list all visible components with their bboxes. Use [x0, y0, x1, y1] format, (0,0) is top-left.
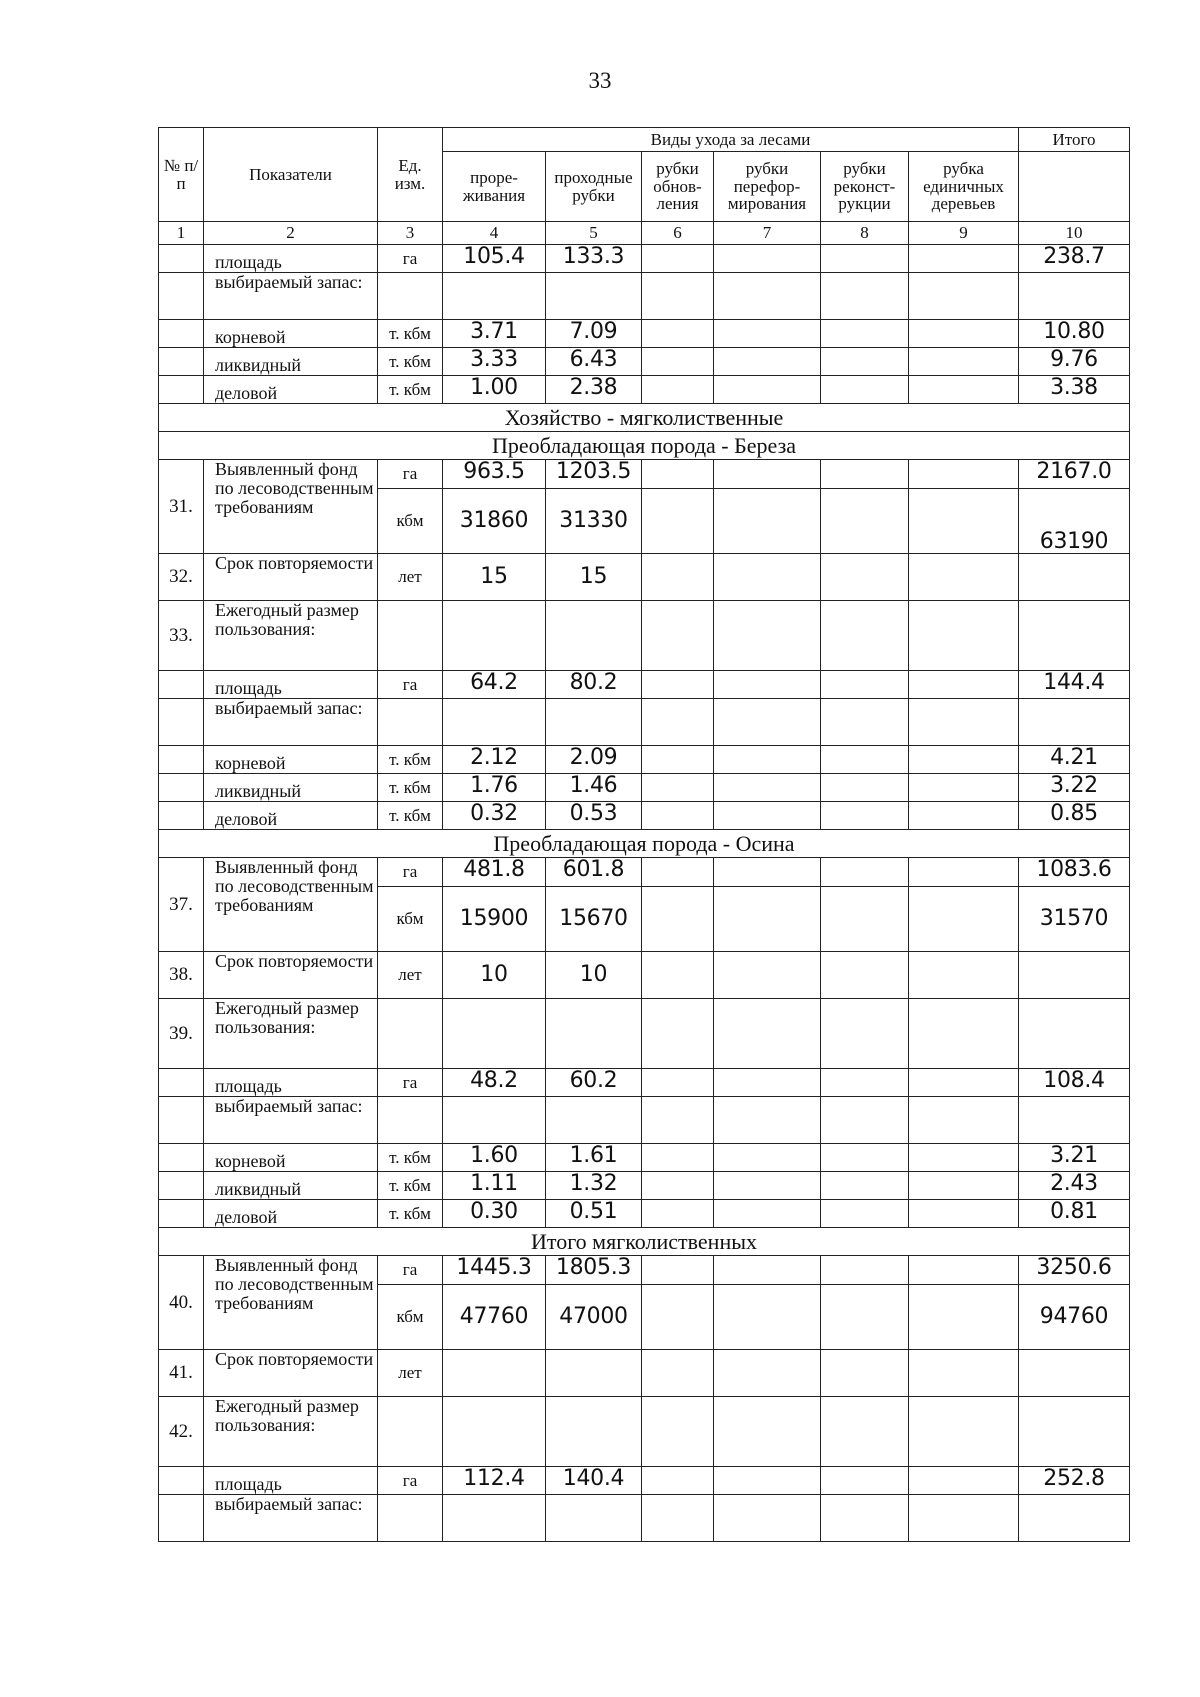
page-number: 33 [588, 68, 612, 93]
total-cell: 108.4 [1019, 1069, 1130, 1097]
value-cell: 10 [546, 952, 642, 999]
table-row [159, 952, 1130, 999]
table-row [159, 1397, 1130, 1467]
header-row [159, 128, 1130, 152]
row-label: Срок повторяемости [204, 554, 378, 601]
total-cell: 144.4 [1019, 671, 1130, 699]
row-unit: т. кбм [378, 774, 443, 802]
section-title-total-soft: Итого мягколиственных [159, 1228, 1130, 1256]
row-number: 37. [159, 858, 204, 952]
value-cell: 1.00 [443, 376, 546, 404]
row-unit: га [378, 1256, 443, 1285]
table-row [159, 999, 1130, 1069]
row-unit: кбм [378, 1285, 443, 1350]
header-type-reconstruction: рубки реконст- рукции [821, 152, 909, 222]
header-type-single-trees: рубка единичных деревьев [909, 152, 1019, 222]
table-row [159, 699, 1130, 746]
table-row [159, 671, 1130, 699]
total-cell: 0.81 [1019, 1200, 1130, 1228]
row-label: деловой [204, 376, 378, 404]
value-cell: 31330 [546, 489, 642, 554]
col-number: 8 [821, 222, 909, 245]
value-cell: 15 [443, 554, 546, 601]
value-cell: 6.43 [546, 348, 642, 376]
total-cell: 3.21 [1019, 1144, 1130, 1172]
row-label: выбираемый запас: [204, 699, 378, 746]
table-row [159, 1350, 1130, 1397]
row-label: Срок повторяемости [204, 1350, 378, 1397]
row-unit: лет [378, 952, 443, 999]
row-unit: га [378, 858, 443, 887]
section-title-farm: Хозяйство - мягколиственные [159, 404, 1130, 432]
value-cell: 7.09 [546, 320, 642, 348]
row-unit: т. кбм [378, 1172, 443, 1200]
total-cell: 10.80 [1019, 320, 1130, 348]
header-number: № п/п [159, 128, 204, 222]
row-unit: кбм [378, 489, 443, 554]
total-cell: 2167.0 [1019, 460, 1130, 489]
row-unit: га [378, 1069, 443, 1097]
value-cell: 0.53 [546, 802, 642, 830]
section-title-aspen: Преобладающая порода - Осина [159, 830, 1130, 858]
section-row [159, 830, 1130, 858]
column-numbers-row [159, 222, 1130, 245]
row-number: 41. [159, 1350, 204, 1397]
table-row [159, 320, 1130, 348]
value-cell: 47760 [443, 1285, 546, 1350]
value-cell: 1203.5 [546, 460, 642, 489]
table-row [159, 802, 1130, 830]
row-label: выбираемый запас: [204, 1097, 378, 1144]
col-number: 3 [378, 222, 443, 245]
row-label: Ежегодный размер пользования: [204, 1397, 378, 1467]
row-unit: кбм [378, 887, 443, 952]
row-number: 32. [159, 554, 204, 601]
value-cell: 0.32 [443, 802, 546, 830]
table-row [159, 601, 1130, 671]
value-cell: 1.60 [443, 1144, 546, 1172]
value-cell: 15900 [443, 887, 546, 952]
row-number: 39. [159, 999, 204, 1069]
row-label: площадь [204, 245, 378, 273]
value-cell: 481.8 [443, 858, 546, 887]
header-type-passage: проходные рубки [546, 152, 642, 222]
row-label: ликвидный [204, 1172, 378, 1200]
value-cell: 1.11 [443, 1172, 546, 1200]
row-number: 31. [159, 460, 204, 554]
total-cell: 238.7 [1019, 245, 1130, 273]
header-care-types: Виды ухода за лесами [443, 128, 1019, 152]
row-number: 40. [159, 1256, 204, 1350]
total-cell: 2.43 [1019, 1172, 1130, 1200]
value-cell: 48.2 [443, 1069, 546, 1097]
value-cell: 47000 [546, 1285, 642, 1350]
row-label: Выявленный фонд по лесоводственным требованиям [204, 1256, 378, 1350]
section-row [159, 1228, 1130, 1256]
value-cell: 15670 [546, 887, 642, 952]
total-cell: 4.21 [1019, 746, 1130, 774]
forest-care-table [158, 127, 1130, 1542]
row-unit: т. кбм [378, 802, 443, 830]
table-row [159, 1200, 1130, 1228]
table-row [159, 1069, 1130, 1097]
total-cell: 0.85 [1019, 802, 1130, 830]
total-cell: 94760 [1019, 1285, 1130, 1350]
table-row [159, 245, 1130, 273]
col-number: 6 [642, 222, 714, 245]
section-row [159, 404, 1130, 432]
row-label: площадь [204, 1069, 378, 1097]
row-unit: т. кбм [378, 746, 443, 774]
row-number: 42. [159, 1397, 204, 1467]
header-unit: Ед. изм. [378, 128, 443, 222]
value-cell: 0.30 [443, 1200, 546, 1228]
value-cell: 0.51 [546, 1200, 642, 1228]
row-unit: лет [378, 1350, 443, 1397]
value-cell: 1445.3 [443, 1256, 546, 1285]
row-unit: т. кбм [378, 1200, 443, 1228]
row-label: Выявленный фонд по лесоводственным требованиям [204, 858, 378, 952]
table-row [159, 1495, 1130, 1542]
value-cell: 1805.3 [546, 1256, 642, 1285]
row-unit: т. кбм [378, 376, 443, 404]
row-label: корневой [204, 320, 378, 348]
row-label: площадь [204, 671, 378, 699]
value-cell: 1.32 [546, 1172, 642, 1200]
row-unit: лет [378, 554, 443, 601]
value-cell: 601.8 [546, 858, 642, 887]
row-label: площадь [204, 1467, 378, 1495]
value-cell: 963.5 [443, 460, 546, 489]
header-indicators: Показатели [204, 128, 378, 222]
table-row [159, 554, 1130, 601]
header-total-empty [1019, 152, 1130, 222]
col-number: 5 [546, 222, 642, 245]
table-row [159, 460, 1130, 489]
total-cell: 3.22 [1019, 774, 1130, 802]
row-label: Выявленный фонд по лесоводственным требованиям [204, 460, 378, 554]
row-label: выбираемый запас: [204, 1495, 378, 1542]
row-label: корневой [204, 746, 378, 774]
section-title-birch: Преобладающая порода - Береза [159, 432, 1130, 460]
total-cell: 1083.6 [1019, 858, 1130, 887]
total-cell: 9.76 [1019, 348, 1130, 376]
col-number: 1 [159, 222, 204, 245]
value-cell: 60.2 [546, 1069, 642, 1097]
value-cell: 15 [546, 554, 642, 601]
value-cell: 105.4 [443, 245, 546, 273]
row-unit: га [378, 460, 443, 489]
header-type-thinning: проре- живания [443, 152, 546, 222]
section-row [159, 432, 1130, 460]
row-label: ликвидный [204, 774, 378, 802]
col-number: 7 [714, 222, 821, 245]
value-cell: 1.76 [443, 774, 546, 802]
value-cell: 10 [443, 952, 546, 999]
row-unit: т. кбм [378, 348, 443, 376]
row-label: деловой [204, 802, 378, 830]
value-cell: 80.2 [546, 671, 642, 699]
value-cell: 133.3 [546, 245, 642, 273]
col-number: 2 [204, 222, 378, 245]
header-total: Итого [1019, 128, 1130, 152]
value-cell: 3.33 [443, 348, 546, 376]
row-label: Ежегодный размер пользования: [204, 999, 378, 1069]
col-number: 4 [443, 222, 546, 245]
row-unit: т. кбм [378, 320, 443, 348]
header-type-renewal: рубки обнов- ления [642, 152, 714, 222]
value-cell: 112.4 [443, 1467, 546, 1495]
total-cell: 3.38 [1019, 376, 1130, 404]
value-cell: 3.71 [443, 320, 546, 348]
table-row [159, 273, 1130, 320]
table-row [159, 376, 1130, 404]
row-unit: га [378, 1467, 443, 1495]
total-cell: 31570 [1019, 887, 1130, 952]
row-label: Срок повторяемости [204, 952, 378, 999]
value-cell: 2.09 [546, 746, 642, 774]
table-row [159, 1256, 1130, 1285]
table-row [159, 1097, 1130, 1144]
row-label: Ежегодный размер пользования: [204, 601, 378, 671]
table-row [159, 774, 1130, 802]
value-cell: 2.12 [443, 746, 546, 774]
table-row [159, 746, 1130, 774]
row-unit: га [378, 671, 443, 699]
header-type-reforming: рубки перефор- мирования [714, 152, 821, 222]
total-cell: 63190 [1019, 489, 1130, 554]
value-cell: 1.61 [546, 1144, 642, 1172]
row-label: деловой [204, 1200, 378, 1228]
table-row [159, 1144, 1130, 1172]
value-cell: 140.4 [546, 1467, 642, 1495]
col-number: 10 [1019, 222, 1130, 245]
value-cell: 64.2 [443, 671, 546, 699]
row-label: корневой [204, 1144, 378, 1172]
total-cell: 3250.6 [1019, 1256, 1130, 1285]
row-unit: т. кбм [378, 1144, 443, 1172]
table-row [159, 1467, 1130, 1495]
total-cell: 252.8 [1019, 1467, 1130, 1495]
table-row [159, 1172, 1130, 1200]
col-number: 9 [909, 222, 1019, 245]
row-label: ликвидный [204, 348, 378, 376]
row-label: выбираемый запас: [204, 273, 378, 320]
value-cell: 31860 [443, 489, 546, 554]
table-row [159, 858, 1130, 887]
row-number: 33. [159, 601, 204, 671]
row-number: 38. [159, 952, 204, 999]
table-row [159, 348, 1130, 376]
value-cell: 1.46 [546, 774, 642, 802]
row-unit: га [378, 245, 443, 273]
value-cell: 2.38 [546, 376, 642, 404]
